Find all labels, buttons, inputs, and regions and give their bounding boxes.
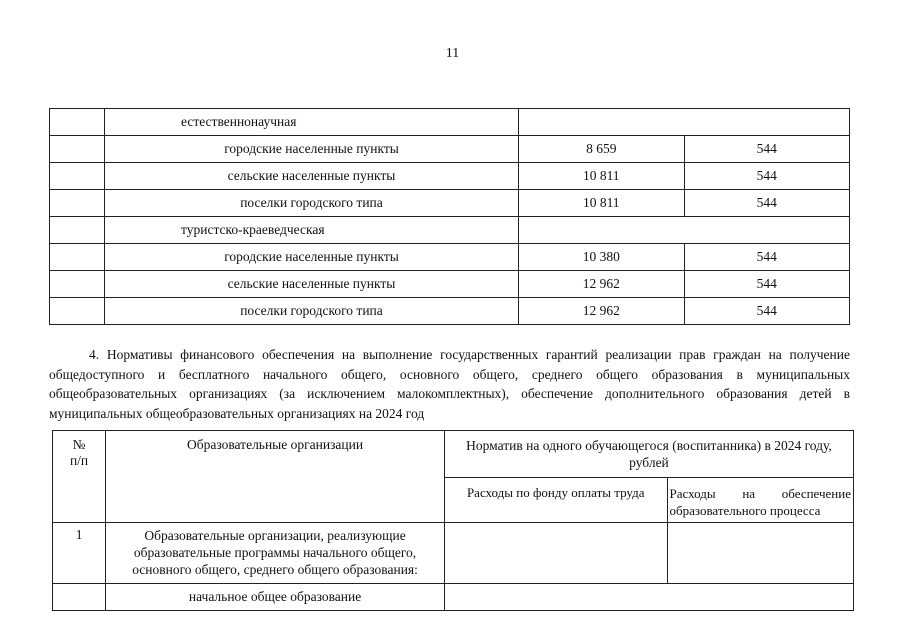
education-level-cell: начальное общее образование <box>106 584 445 611</box>
table-row <box>50 217 850 244</box>
category-header-cell: естественнонаучная <box>105 109 519 136</box>
table-row <box>50 136 850 163</box>
value-cell: 544 <box>684 190 850 217</box>
settlement-type-cell: сельские населенные пункты <box>105 271 519 298</box>
number-sign: № <box>72 437 86 452</box>
organization-name-cell: Образовательные организации, реализующие образовательные программы начального общего, основного общего, среднего общего образования: <box>106 523 445 584</box>
funding-norms-table <box>52 430 854 611</box>
organizations-column-header: Образовательные организации <box>106 431 445 523</box>
norm-column-header: Норматив на одного обучающегося (воспитанника) в 2024 году, рублей <box>444 431 853 478</box>
value-cell: 10 811 <box>519 163 685 190</box>
value-cell: 544 <box>684 244 850 271</box>
funding-table-continued <box>49 108 850 325</box>
page-number: 11 <box>445 46 460 61</box>
value-cell: 12 962 <box>519 271 685 298</box>
settlement-type-cell: городские населенные пункты <box>105 244 519 271</box>
value-cell: 12 962 <box>519 298 685 325</box>
row-number: 1 <box>53 523 106 584</box>
value-cell: 10 811 <box>519 190 685 217</box>
education-process-header <box>667 478 854 523</box>
number-abbrev: п/п <box>69 453 89 468</box>
value-cell: 544 <box>684 271 850 298</box>
number-cell <box>50 190 105 217</box>
empty-value-cell <box>519 109 850 136</box>
labor-fund-value <box>444 523 667 584</box>
value-cell: 10 380 <box>519 244 685 271</box>
labor-fund-header: Расходы по фонду оплаты труда <box>444 478 667 523</box>
empty-value-cell <box>519 217 850 244</box>
table-row <box>50 190 850 217</box>
table-row <box>50 244 850 271</box>
category-header-cell: туристско-краеведческая <box>105 217 519 244</box>
number-column-header <box>53 431 106 523</box>
value-cell: 544 <box>684 298 850 325</box>
settlement-type-cell: поселки городского типа <box>105 190 519 217</box>
table-row <box>50 163 850 190</box>
row-number <box>53 584 106 611</box>
number-cell <box>50 271 105 298</box>
number-cell <box>50 136 105 163</box>
settlement-type-cell: поселки городского типа <box>105 298 519 325</box>
number-cell <box>50 217 105 244</box>
settlement-type-cell: городские населенные пункты <box>105 136 519 163</box>
number-cell <box>50 298 105 325</box>
number-cell <box>50 244 105 271</box>
section-4-paragraph: 4. Нормативы финансового обеспечения на выполнение государственных гарантий реализации прав граждан на получение общедоступного и бесплатного начального общего, основного общего, среднего общего образования в муниципальных общеобразовательных организациях (за исключением малокомплектных), обеспечение дополнительного образования детей в муниципальных общеобразовательных организациях на 2024 год <box>49 347 850 421</box>
table-row <box>50 298 850 325</box>
number-cell <box>50 163 105 190</box>
value-cell: 544 <box>684 136 850 163</box>
number-cell <box>50 109 105 136</box>
table-row <box>53 523 854 584</box>
education-process-header-line2: образовательного процесса <box>669 503 821 518</box>
value-cell: 8 659 <box>519 136 685 163</box>
table-row <box>50 109 850 136</box>
education-process-value <box>667 523 854 584</box>
table-row <box>53 584 854 611</box>
table-header-row <box>53 431 854 478</box>
value-cell: 544 <box>684 163 850 190</box>
table-row <box>50 271 850 298</box>
settlement-type-cell: сельские населенные пункты <box>105 163 519 190</box>
education-process-header-line1: Расходы на обеспечение <box>669 486 851 501</box>
empty-value-cell <box>444 584 853 611</box>
